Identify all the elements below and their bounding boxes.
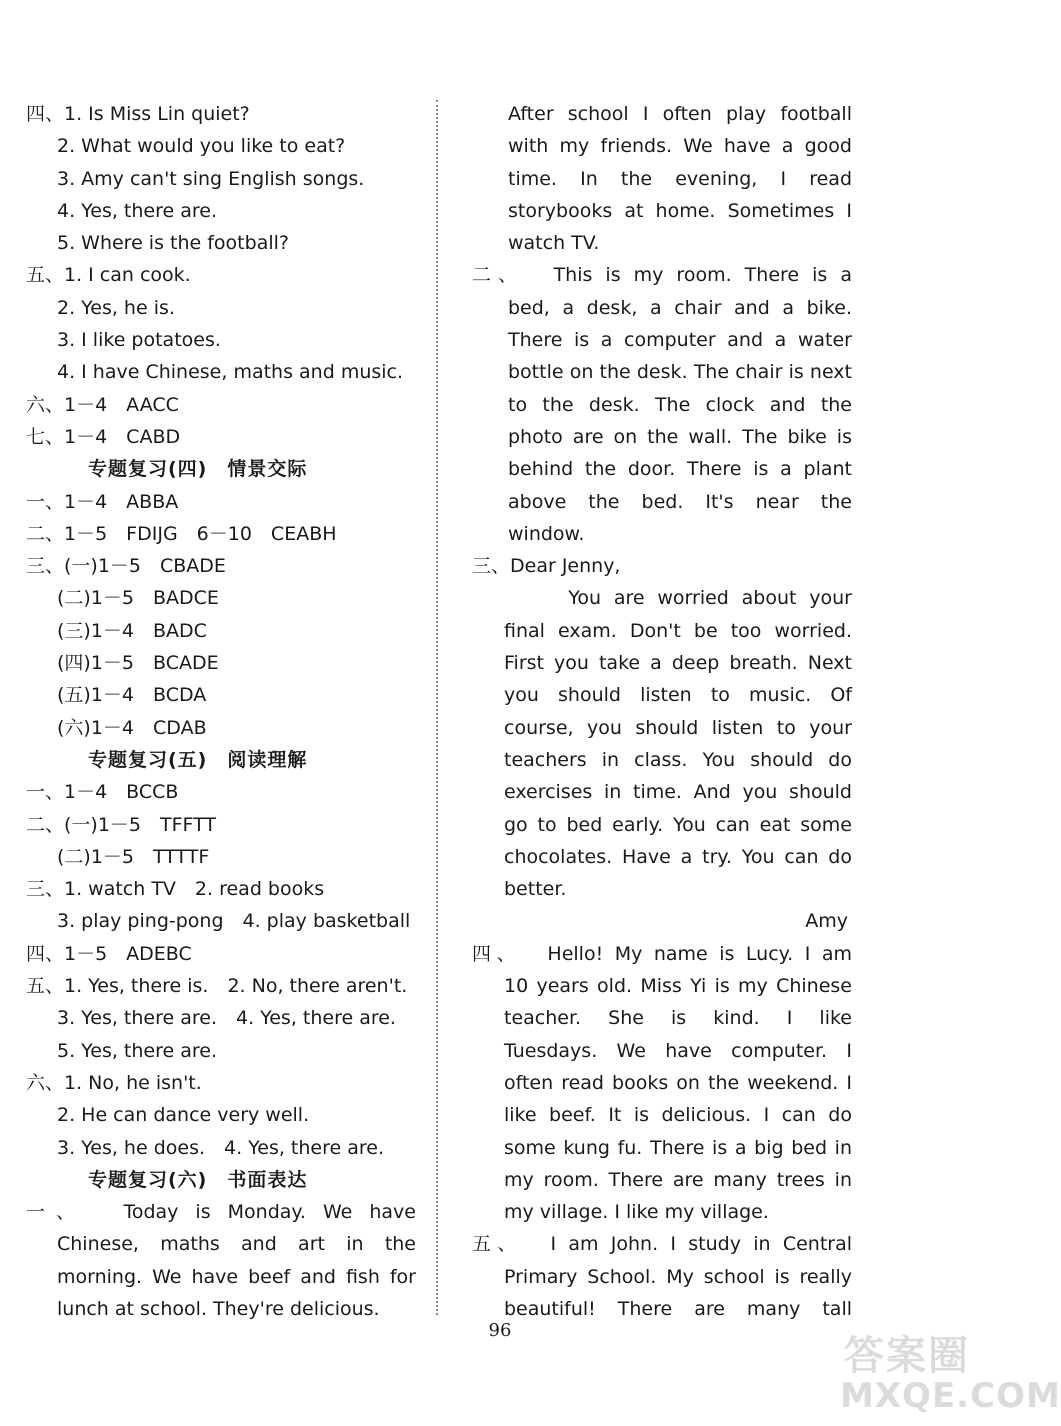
answer-line: 五、1. Yes, there is. 2. No, there aren't. <box>26 975 408 998</box>
answer-line: 4. Yes, there are. <box>57 199 217 222</box>
answer-line: you should listen to music. Of <box>504 684 852 707</box>
answer-line: 2. What would you like to eat? <box>57 135 346 158</box>
answer-line: (六)1－4 CDAB <box>57 716 207 739</box>
column-divider <box>436 100 438 1315</box>
answer-line: (二)1－5 BADCE <box>57 587 219 610</box>
answer-line: 二、(一)1－5 TFFTT <box>26 813 217 836</box>
answer-line: (五)1－4 BCDA <box>57 684 207 707</box>
answer-line: 2. Yes, he is. <box>57 296 175 319</box>
watermark-text-cn: 答案圈 <box>844 1333 970 1379</box>
answer-line: some kung fu. There is a big bed in <box>504 1136 852 1159</box>
answer-line: 3. Yes, there are. 4. Yes, there are. <box>57 1007 396 1030</box>
answer-line: Primary School. My school is really <box>504 1265 852 1288</box>
answer-line: 五、1. I can cook. <box>26 264 191 287</box>
answer-line: better. <box>504 878 567 901</box>
answer-line: 10 years old. Miss Yi is my Chinese <box>504 975 852 998</box>
answer-line: 一、1－4 BCCB <box>26 781 179 804</box>
answer-line: Amy <box>805 910 848 933</box>
answer-line: 五、 I am John. I study in Central <box>472 1233 852 1256</box>
answer-line: 二、 This is my room. There is a <box>472 264 852 287</box>
right-column <box>472 98 852 1325</box>
answer-line: 六、1－4 AACC <box>26 393 179 416</box>
answer-line: course, you should listen to your <box>504 716 852 739</box>
page-number: 96 <box>488 1320 512 1341</box>
answer-line: 5. Yes, there are. <box>57 1039 217 1062</box>
answer-line: teacher. She is kind. I like <box>504 1007 852 1030</box>
answer-line: like beef. It is delicious. I can do <box>504 1104 852 1127</box>
answer-line: beautiful! There are many tall <box>504 1297 852 1320</box>
answer-line: 二、1－5 FDIJG 6－10 CEABH <box>26 522 337 545</box>
answer-line: 三、Dear Jenny, <box>472 555 621 578</box>
section-heading: 专题复习(五) 阅读理解 <box>88 748 308 771</box>
answer-line: 四、1. Is Miss Lin quiet? <box>26 103 250 125</box>
watermark-text-url: MXQE.COM <box>840 1376 1061 1416</box>
answer-line: behind the door. There is a plant <box>508 458 852 481</box>
answer-line: 2. He can dance very well. <box>57 1104 310 1127</box>
answer-line: teachers in class. You should do <box>504 748 852 771</box>
watermark-logo <box>836 1324 1061 1422</box>
answer-line: 3. Amy can't sing English songs. <box>57 167 365 190</box>
answer-line: above the bed. It's near the <box>508 490 852 513</box>
answer-line: my village. I like my village. <box>504 1201 769 1224</box>
answer-line: final exam. Don't be too worried. <box>504 619 852 642</box>
answer-line: morning. We have beef and fish for <box>57 1265 416 1288</box>
answer-line: storybooks at home. Sometimes I <box>508 199 852 222</box>
answer-line: often read books on the weekend. I <box>504 1071 852 1094</box>
answer-line: 3. Yes, he does. 4. Yes, there are. <box>57 1136 384 1159</box>
answer-line: After school I often play football <box>508 103 852 125</box>
answer-line: (三)1－4 BADC <box>57 619 207 642</box>
answer-line: watch TV. <box>508 232 600 255</box>
answer-line: 三、1. watch TV 2. read books <box>26 878 325 901</box>
answer-line: 3. I like potatoes. <box>57 329 221 352</box>
answer-line: You are worried about your <box>504 587 852 610</box>
answer-line: exercises in time. And you should <box>504 781 852 804</box>
answer-line: 4. I have Chinese, maths and music. <box>57 361 404 384</box>
section-heading: 专题复习(六) 书面表达 <box>88 1168 308 1191</box>
answer-line: (二)1－5 TTTTF <box>57 845 210 868</box>
left-column <box>26 98 416 1325</box>
answer-line: There is a computer and a water <box>508 329 852 352</box>
answer-line: 七、1－4 CABD <box>26 425 181 448</box>
answer-line: my room. There are many trees in <box>504 1168 852 1191</box>
answer-line: bed, a desk, a chair and a bike. <box>508 296 852 319</box>
answer-line: photo are on the wall. The bike is <box>508 425 852 448</box>
answer-line: 5. Where is the football? <box>57 232 289 255</box>
answer-line: 一、 Today is Monday. We have <box>26 1201 416 1224</box>
answer-line: time. In the evening, I read <box>508 167 852 190</box>
answer-line: lunch at school. They're delicious. <box>57 1297 380 1320</box>
answer-line: 三、(一)1－5 CBADE <box>26 555 226 578</box>
answer-line: First you take a deep breath. Next <box>504 652 852 675</box>
answer-line: (四)1－5 BCADE <box>57 652 219 675</box>
answer-line: to the desk. The clock and the <box>508 393 852 416</box>
answer-line: 一、1－4 ABBA <box>26 490 179 513</box>
answer-line: 四、1－5 ADEBC <box>26 942 192 965</box>
answer-line: 六、1. No, he isn't. <box>26 1071 202 1094</box>
answer-line: Chinese, maths and art in the <box>57 1233 416 1256</box>
section-heading: 专题复习(四) 情景交际 <box>88 458 308 481</box>
answer-line: with my friends. We have a good <box>508 135 852 158</box>
answer-line: bottle on the desk. The chair is next <box>508 361 852 384</box>
answer-line: 四、 Hello! My name is Lucy. I am <box>472 942 852 965</box>
answer-line: Tuesdays. We have computer. I <box>504 1039 852 1062</box>
answer-line: 3. play ping-pong 4. play basketball <box>57 910 411 933</box>
answer-line: chocolates. Have a try. You can do <box>504 845 852 868</box>
answer-line: go to bed early. You can eat some <box>504 813 852 836</box>
answer-line: window. <box>508 522 585 545</box>
